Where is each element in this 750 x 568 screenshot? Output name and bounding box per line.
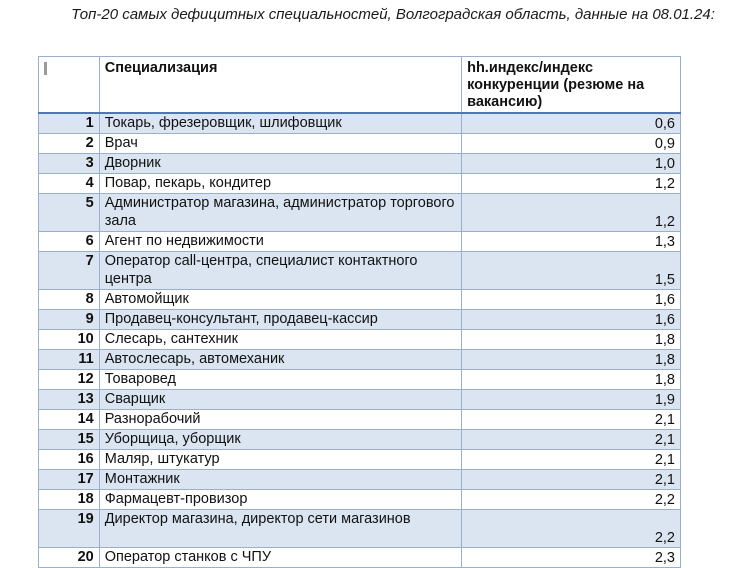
row-rank: 20 [39,547,100,567]
row-index-value: 2,1 [462,449,681,469]
row-index-value: 1,8 [462,349,681,369]
row-index-value: 2,2 [462,489,681,509]
row-rank: 19 [39,509,100,547]
row-index-value: 1,6 [462,289,681,309]
table-row [39,429,681,449]
table-row [39,469,681,489]
row-index-value: 0,9 [462,133,681,153]
row-rank: 11 [39,349,100,369]
row-rank: 2 [39,133,100,153]
specialties-table [38,56,681,568]
row-rank: 10 [39,329,100,349]
row-index-value: 1,8 [462,329,681,349]
row-specialization: Администратор магазина, администратор торгового зала [99,193,461,231]
row-specialization: Разнорабочий [99,409,461,429]
row-index-value: 1,8 [462,369,681,389]
row-rank: 8 [39,289,100,309]
row-specialization: Токарь, фрезеровщик, шлифовщик [99,113,461,134]
table-row [39,449,681,469]
table-row [39,489,681,509]
row-specialization: Продавец-консультант, продавец-кассир [99,309,461,329]
table-row [39,409,681,429]
row-specialization: Автослесарь, автомеханик [99,349,461,369]
row-index-value: 1,0 [462,153,681,173]
table-row [39,193,681,231]
table-row [39,133,681,153]
row-index-value: 2,2 [462,509,681,547]
row-specialization: Монтажник [99,469,461,489]
table-row [39,389,681,409]
table-row [39,309,681,329]
header-rank [39,57,100,113]
row-index-value: 2,3 [462,547,681,567]
table-row [39,547,681,567]
row-index-value: 1,9 [462,389,681,409]
row-index-value: 1,6 [462,309,681,329]
row-index-value: 2,1 [462,429,681,449]
row-index-value: 2,1 [462,469,681,489]
table-row [39,173,681,193]
row-rank: 17 [39,469,100,489]
row-rank: 9 [39,309,100,329]
row-rank: 13 [39,389,100,409]
row-specialization: Дворник [99,153,461,173]
header-specialization: Специализация [99,57,461,113]
row-rank: 5 [39,193,100,231]
table-row [39,369,681,389]
row-specialization: Уборщица, уборщик [99,429,461,449]
row-rank: 15 [39,429,100,449]
row-specialization: Автомойщик [99,289,461,309]
row-index-value: 2,1 [462,409,681,429]
row-rank: 18 [39,489,100,509]
table-header-row [39,57,681,113]
row-rank: 1 [39,113,100,134]
row-specialization: Фармацевт-провизор [99,489,461,509]
row-specialization: Оператор станков с ЧПУ [99,547,461,567]
table-row [39,289,681,309]
row-rank: 4 [39,173,100,193]
table-row [39,113,681,134]
header-index: hh.индекс/индекс конкуренции (резюме на вакансию) [462,57,681,113]
table-move-handle[interactable] [44,62,47,75]
document-title: Топ-20 самых дефицитных специальностей, Волгоградская область, данные на 08.01.24: [71,6,715,23]
table-row [39,251,681,289]
row-rank: 16 [39,449,100,469]
row-rank: 14 [39,409,100,429]
table-row [39,349,681,369]
row-specialization: Сварщик [99,389,461,409]
row-index-value: 1,2 [462,193,681,231]
table-row [39,329,681,349]
row-rank: 7 [39,251,100,289]
row-specialization: Товаровед [99,369,461,389]
row-index-value: 1,3 [462,231,681,251]
table-row [39,231,681,251]
row-specialization: Директор магазина, директор сети магазинов [99,509,461,547]
row-index-value: 1,2 [462,173,681,193]
table-row [39,509,681,547]
row-rank: 3 [39,153,100,173]
row-specialization: Слесарь, сантехник [99,329,461,349]
row-index-value: 1,5 [462,251,681,289]
row-specialization: Врач [99,133,461,153]
row-specialization: Повар, пекарь, кондитер [99,173,461,193]
table-row [39,153,681,173]
row-rank: 12 [39,369,100,389]
row-rank: 6 [39,231,100,251]
row-index-value: 0,6 [462,113,681,134]
row-specialization: Оператор call-центра, специалист контактного центра [99,251,461,289]
row-specialization: Агент по недвижимости [99,231,461,251]
row-specialization: Маляр, штукатур [99,449,461,469]
